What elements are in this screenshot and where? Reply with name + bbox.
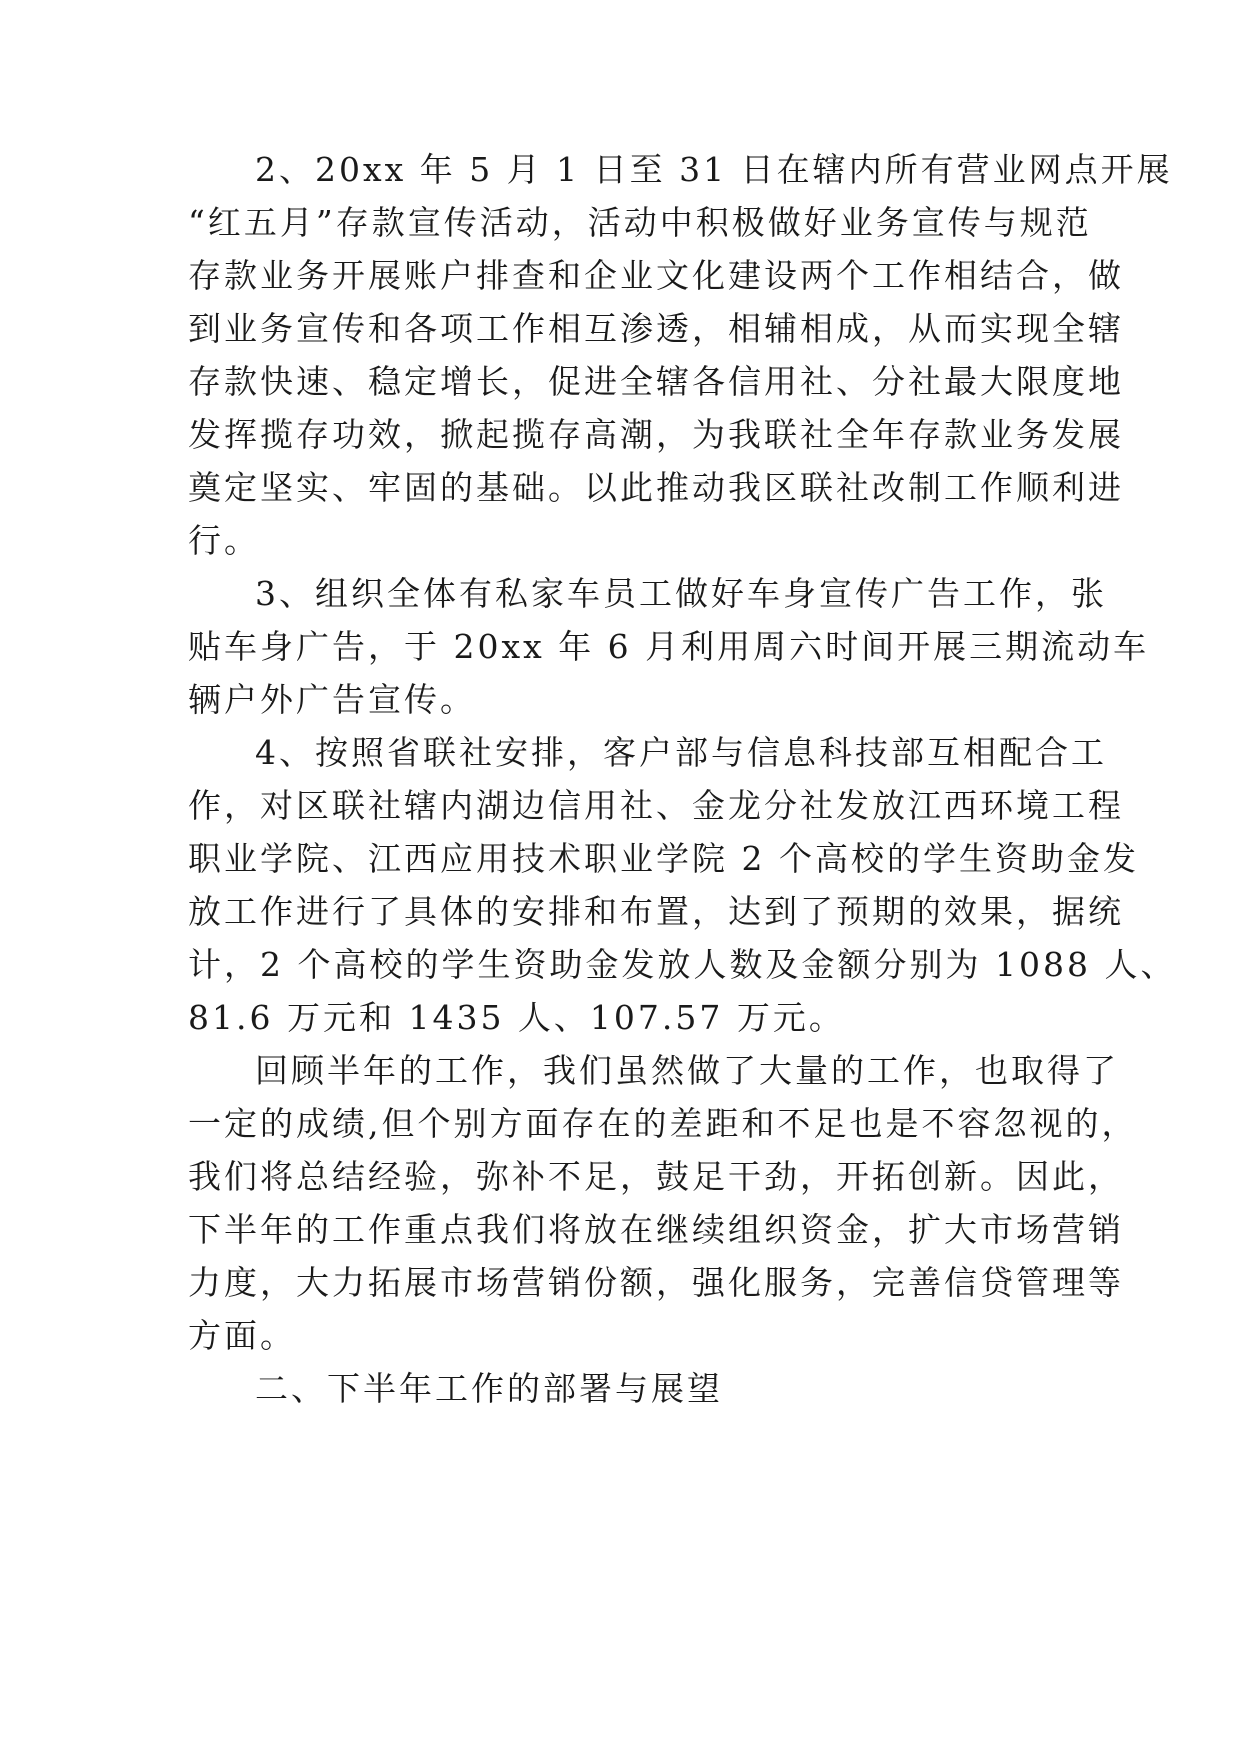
paragraph-3-line-6: 81.6 万元和 1435 人、107.57 万元。 — [188, 998, 845, 1037]
paragraph-4-line-2: 一定的成绩,但个别方面存在的差距和不足也是不容忽视的， — [188, 1104, 1138, 1143]
paragraph-1-line-2: “红五月”存款宣传活动，活动中积极做好业务宣传与规范 — [188, 203, 1092, 242]
paragraph-4-line-5: 力度，大力拓展市场营销份额，强化服务，完善信贷管理等 — [188, 1263, 1124, 1302]
paragraph-3-line-4: 放工作进行了具体的安排和布置，达到了预期的效果，据统 — [188, 892, 1124, 931]
paragraph-2-line-3: 辆户外广告宣传。 — [188, 680, 476, 719]
paragraph-1-line-8: 行。 — [188, 521, 260, 560]
section-heading: 二、下半年工作的部署与展望 — [255, 1369, 723, 1408]
paragraph-3-line-5: 计，2 个高校的学生资助金发放人数及金额分别为 1088 人、 — [188, 945, 1177, 984]
paragraph-4-line-6: 方面。 — [188, 1316, 296, 1355]
paragraph-4-line-3: 我们将总结经验，弥补不足，鼓足干劲，开拓创新。因此， — [188, 1157, 1124, 1196]
paragraph-2-line-2: 贴车身广告，于 20xx 年 6 月利用周六时间开展三期流动车 — [188, 627, 1150, 666]
paragraph-1-line-4: 到业务宣传和各项工作相互渗透，相辅相成，从而实现全辖 — [188, 309, 1124, 348]
paragraph-1-line-6: 发挥揽存功效，掀起揽存高潮，为我联社全年存款业务发展 — [188, 415, 1124, 454]
paragraph-1-line-3: 存款业务开展账户排查和企业文化建设两个工作相结合，做 — [188, 256, 1124, 295]
paragraph-1-line-1: 2、20xx 年 5 月 1 日至 31 日在辖内所有营业网点开展 — [255, 150, 1173, 189]
paragraph-2-line-1: 3、组织全体有私家车员工做好车身宣传广告工作，张 — [255, 574, 1107, 613]
paragraph-1-line-7: 奠定坚实、牢固的基础。以此推动我区联社改制工作顺利进 — [188, 468, 1124, 507]
paragraph-3-line-1: 4、按照省联社安排，客户部与信息科技部互相配合工 — [255, 733, 1107, 772]
paragraph-3-line-2: 作，对区联社辖内湖边信用社、金龙分社发放江西环境工程 — [188, 786, 1124, 825]
paragraph-1-line-5: 存款快速、稳定增长，促进全辖各信用社、分社最大限度地 — [188, 362, 1124, 401]
paragraph-3-line-3: 职业学院、江西应用技术职业学院 2 个高校的学生资助金发 — [188, 839, 1139, 878]
paragraph-4-line-1: 回顾半年的工作，我们虽然做了大量的工作，也取得了 — [255, 1051, 1119, 1090]
paragraph-4-line-4: 下半年的工作重点我们将放在继续组织资金，扩大市场营销 — [188, 1210, 1124, 1249]
